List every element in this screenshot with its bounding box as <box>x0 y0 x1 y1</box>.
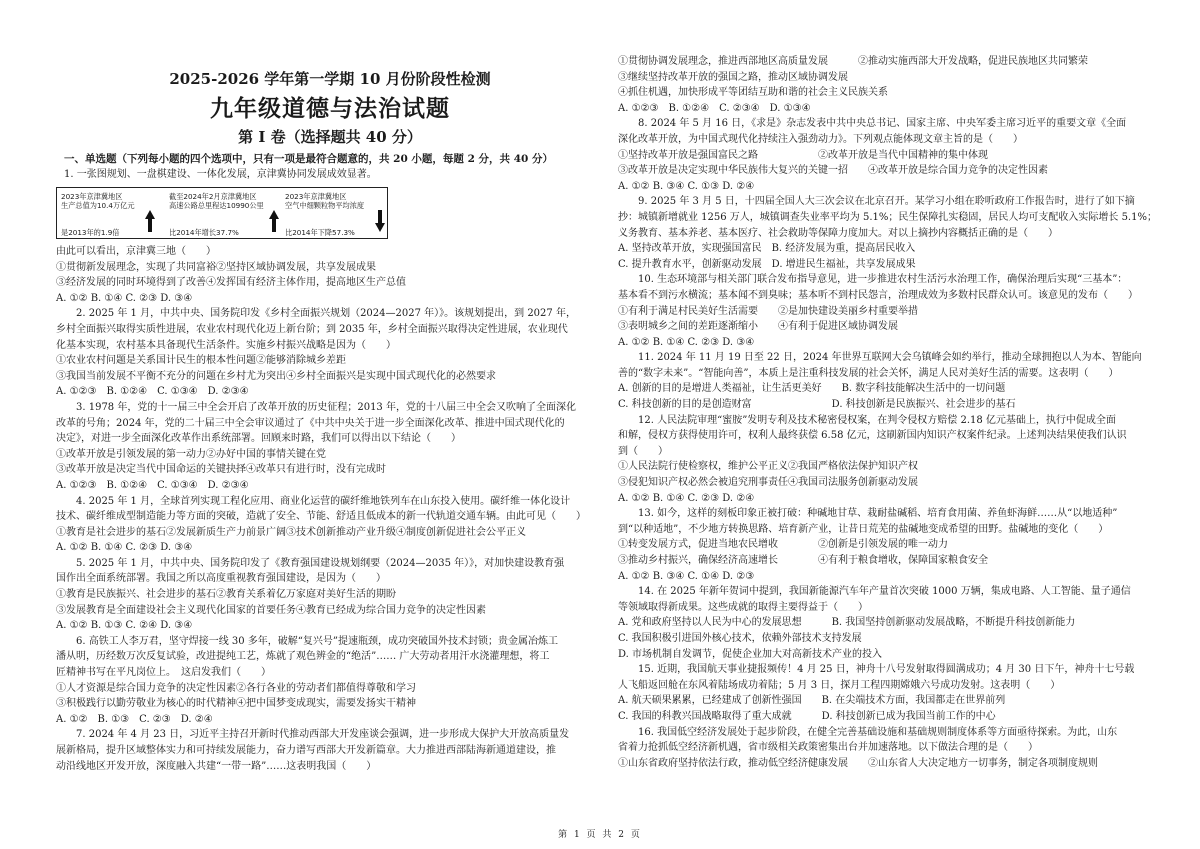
exam-title: 2025-2026 学年第一学期 10 月份阶段性检测 <box>169 70 491 88</box>
text-line: A. ①②③ B. ①②④ C. ①③④ D. ②③④ <box>56 479 249 491</box>
text-line: ①转变发展方式，促进当地农民增收 ②创新是引领发展的唯一动力 <box>618 539 948 551</box>
text-line: 展新格局，提升区域整体实力和可持续发展能力，奋力谱写西部大开发新篇章。大力推进西部陆海新通道建设，推 <box>56 745 556 756</box>
text-line: 9. 2025 年 3 月 5 日，十四届全国人大三次会议在北京召开。某学习小组在聆听政府工作报告时，进行了如下摘 <box>618 196 1135 208</box>
text-line: A. 党和政府坚持以人民为中心的发展思想 B. 我国坚持创新驱动发展战略，不断提升科技创新能力 <box>618 617 1076 629</box>
text-line: ④抓住机遇，加快形成平等团结互助和谐的社会主义民族关系 <box>618 87 888 99</box>
text-line: ①贯彻协调发展理念，推进西部地区高质量发展 ②推动实施西部大开发战略，促进民族地区共同繁荣 <box>618 56 1088 67</box>
section-title: 一、单选题（下列每小题的四个选项中，只有一项是最符合题意的，共 20 小题，每题 2 分，共 40 分） <box>64 153 553 165</box>
figure-cell <box>61 192 169 237</box>
text-line: A. ①② B. ①③ C. ②④ D. ③④ <box>56 620 193 632</box>
figure-cell-text <box>61 192 169 210</box>
arrow-down-icon <box>375 210 385 232</box>
text-line: A. ①②③ B. ①②④ C. ②③④ D. ①③④ <box>618 102 811 114</box>
text-line: A. 创新的目的是增进人类福祉，让生活更美好 B. 数字科技能解决生活中的一切问题 <box>618 383 1006 395</box>
text-line: ①贯彻新发展理念，实现了共同富裕②坚持区域协调发展，共享发展成果 <box>56 261 376 273</box>
statistics-figure <box>56 187 388 239</box>
text-line: A. ①② B. ①④ C. ②③ D. ②④ <box>618 492 755 504</box>
text-line: ③表明城乡之间的差距逐渐缩小 ④有利于促进区域协调发展 <box>618 321 898 333</box>
text-line: A. ①② B. ①④ C. ②③ D. ③④ <box>618 336 755 348</box>
text-line: ③经济发展的同时环境得到了改善④发挥国有经济主体作用，提高地区生产总值 <box>56 277 406 289</box>
text-line: 7. 2024 年 4 月 23 日，习近平主持召开新时代推动西部大开发座谈会强调，进一步形成大保护大开放高质量发 <box>56 729 570 741</box>
arrow-up-icon <box>145 210 155 232</box>
text-line: 决定》，对进一步全面深化改革作出系统部署。回顾来时路，我们可以得出以下结论（ ） <box>56 433 461 445</box>
text-line: ③改革开放是决定实现中华民族伟大复兴的关键一招 ④改革开放是综合国力竞争的决定性因素 <box>618 165 1048 177</box>
left-question-text <box>56 244 604 774</box>
text-line: A. 坚持改革开放，实现强国富民 B. 经济发展为重，提高居民收入 <box>618 243 916 255</box>
text-line: C. 我国的科教兴国战略取得了重大成就 D. 科技创新已成为我国当前工作的中心 <box>618 710 996 722</box>
figure-cell-caption: 比2014年增长37.7% <box>169 228 239 237</box>
text-line: 匠精神书写在平凡岗位上。 这启发我们（ ） <box>56 667 271 679</box>
text-line: ③积极践行以勤劳敬业为核心的时代精神④把中国梦变成现实，需要发扬实干精神 <box>56 698 416 710</box>
text-line: 到（ ） <box>618 445 668 457</box>
text-line: ③我国当前发展不平衡不充分的问题在乡村尤为突出④乡村全面振兴是实现中国式现代化的必然要求 <box>56 370 496 382</box>
text-line: ①教育是社会进步的基石②发展新质生产力前景广阔③技术创新推动产业升级④制度创新促进社会公平正义 <box>56 526 526 538</box>
text-line: A. ①② B. ③④ C. ①④ D. ②③ <box>618 570 755 582</box>
text-line: 善的“数字未来”。“智能向善”，本质上是注重科技发展的社会关怀，满足人民对美好生活的需要。这表明（ ） <box>618 367 1119 379</box>
text-line: 由此可以看出，京津冀三地（ ） <box>56 246 216 257</box>
text-line: A. ①② B. ①③ C. ②③ D. ②④ <box>56 713 213 725</box>
figure-cell-text <box>169 192 277 210</box>
text-line: ③发展教育是全面建设社会主义现代化国家的首要任务④教育已经成为综合国力竞争的决定性因素 <box>56 604 486 616</box>
figure-cell-line: 生产总值为10.4万亿元 <box>61 201 135 210</box>
text-line: 动沿线地区开发开放，深度融入共建“一带一路”……这表明我国（ ） <box>56 760 377 772</box>
text-line: 潘从明，历经数万次反复试验，改进提纯工艺，炼就了观色辨金的“绝活”…… 广大劳动者用汗水浇灌理想，将工 <box>56 651 550 663</box>
figure-cell-line: 2023年京津冀地区 <box>61 192 123 201</box>
text-line: 2. 2025 年 1 月，中共中央、国务院印发《乡村全面振兴规划（2024—2027 年）》。该规划提出，到 2027 年， <box>56 308 576 320</box>
text-line: 义务教育、基本养老、基本医疗、社会救助等保障力度加大。对以上摘抄内容概括正确的是（ ） <box>618 227 1058 239</box>
text-line: 抄：城镇新增就业 1256 万人，城镇调查失业率平均为 5.1%；民生保障扎实稳固，居民人均可支配收入实际增长 5.1%； <box>618 211 1157 223</box>
right-question-text <box>618 54 1166 771</box>
text-line: 8. 2024 年 5 月 16 日，《求是》杂志发表中共中央总书记、国家主席、中央军委主席习近平的重要文章《全面 <box>618 118 1127 130</box>
text-line: 10. 生态环境部与相关部门联合发布指导意见，进一步推进农村生活污水治理工作，确保治理后实现“三基本”： <box>618 274 1128 286</box>
text-line: ①人才资源是综合国力竞争的决定性因素②各行各业的劳动者们都值得尊敬和学习 <box>56 682 416 694</box>
text-line: 11. 2024 年 11 月 19 日至 22 日，2024 年世界互联网大会乌镇峰会如约举行，推动全球拥抱以人为本、智能向 <box>618 352 1142 364</box>
text-line: 6. 高铁工人李万君，坚守焊接一线 30 多年，破解“复兴号”提速瓶颈，成功突破国外技术封锁；贵金属冶炼工 <box>56 635 559 647</box>
question-1-stem <box>64 167 604 183</box>
text-line: 等领域取得新成果。这些成就的取得主要得益于（ ） <box>618 601 868 613</box>
text-line: 国作出全面系统部署。我国之所以高度重视教育强国建设，是因为（ ） <box>56 573 386 585</box>
text-line: A. ①② B. ①④ C. ②③ D. ③④ <box>56 542 193 554</box>
text-line: ①改革开放是引领发展的第一动力②办好中国的事情关键在党 <box>56 448 326 460</box>
figure-cell <box>169 192 277 237</box>
figure-cell-line: 空气中细颗粒物平均浓度 <box>285 201 365 210</box>
figure-cell-text <box>285 192 393 210</box>
text-line: ①人民法院行使检察权，维护公平正义②我国严格依法保护知识产权 <box>618 461 918 473</box>
text-line: 16. 我国低空经济发展处于起步阶段，在健全完善基础设施和基础规则制度体系等方面亟待探索。为此，山东 <box>618 726 1118 738</box>
arrow-up-icon <box>269 210 279 232</box>
text-line: C. 科技创新的目的是创造财富 D. 科技创新是民族振兴、社会进步的基石 <box>618 399 1016 411</box>
text-line: 14. 在 2025 年新年贺词中提到，我国新能源汽车年产量首次突破 1000 万辆，集成电路、人工智能、量子通信 <box>618 586 1131 598</box>
subject-title: 九年级道德与法治试题 <box>210 95 450 122</box>
text-line: 4. 2025 年 1 月，全球首列实现工程化应用、商业化运营的碳纤维地铁列车在山东投入使用。碳纤维一体化设计 <box>56 495 571 507</box>
text-line: ③改革开放是决定当代中国命运的关键抉择④改革只有进行时，没有完成时 <box>56 464 386 476</box>
text-line: 13. 如今，这样的刻板印象正被打破：种碱地甘草、栽耐盐碱稻、培育食用菌、养鱼虾海鲜……从“以地适种” <box>618 508 1118 520</box>
part-title: 第 I 卷（选择题共 40 分） <box>238 128 422 146</box>
figure-cell-line: 2023年京津冀地区 <box>285 192 347 201</box>
text-line: 深化改革开放，为中国式现代化持续注入强劲动力》。下列观点能体现文章主旨的是（ ） <box>618 133 1023 145</box>
text-line: 省着力抢抓低空经济新机遇，省市级相关政策密集出台并加速落地。以下做法合理的是（ ） <box>618 742 1038 754</box>
text-line: A. ①②③ B. ①②④ C. ①③④ D. ②③④ <box>56 386 249 398</box>
text-line: ①山东省政府坚持依法行政，推动低空经济健康发展 ②山东省人大决定地方一切事务，制定各项制度规则 <box>618 757 1098 769</box>
figure-cell-caption: 是2013年的1.9倍 <box>61 228 120 237</box>
figure-cell-line: 高速公路总里程达10990公里 <box>169 201 264 210</box>
text-line: ①教育是民族振兴、社会进步的基石②教育关系着亿万家庭对美好生活的期盼 <box>56 589 396 601</box>
text-line: 5. 2025 年 1 月，中共中央、国务院印发了《教育强国建设规划纲要（2024—2035 年）》，对加快建设教育强 <box>56 557 565 569</box>
text-line: A. 航天硕果累累，已经建成了创新性强国 B. 在尖端技术方面，我国都走在世界前列 <box>618 695 1006 707</box>
figure-cell-line: 截至2024年2月京津冀地区 <box>169 192 257 201</box>
text-line: 3. 1978 年，党的十一届三中全会开启了改革开放的历史征程；2013 年，党的十八届三中全会又吹响了全面深化 <box>56 401 576 413</box>
text-line: ③推动乡村振兴，确保经济高速增长 ④有利于粮食增收，保障国家粮食安全 <box>618 555 988 566</box>
text-line: 化基本实现，农村基本具备现代生活条件。实施乡村振兴战略是因为（ ） <box>56 339 396 351</box>
text-line: A. ①② B. ③④ C. ①③ D. ②④ <box>618 180 755 192</box>
text-line: 和解，侵权方获得使用许可，权利人最终获偿 6.58 亿元，这刷新国内知识产权案件纪录。上述判决结果使我们认识 <box>618 430 1127 442</box>
text-line: 改革的号角；2024 年，党的二十届三中全会审议通过了《中共中央关于进一步全面深化改革、推进中国式现代化的 <box>56 417 565 429</box>
text-line: A. ①② B. ①④ C. ②③ D. ③④ <box>56 292 193 304</box>
text-line: 技术、碳纤维成型制造能力等方面的突破，造就了安全、节能、舒适且低成本的新一代轨道交通车辆。由此可见（ ） <box>56 511 586 523</box>
text-line: 15. 近期，我国航天事业捷报频传！4 月 25 日，神舟十八号发射取得圆满成功；4 月 30 日下午，神舟十七号载 <box>618 664 1135 676</box>
text-line: D. 市场机制自发调节，促使企业加大对高新技术产业的投入 <box>618 648 883 660</box>
text-line: ①有利于满足村民美好生活需要 ②是加快建设美丽乡村重要举措 <box>618 305 918 317</box>
text-line: 乡村全面振兴取得实质性进展，农业农村现代化迈上新台阶；到 2035 年，乡村全面振兴取得决定性进展，农业现代 <box>56 323 568 335</box>
text-line: C. 我国积极引进国外核心技术，依赖外部技术支持发展 <box>618 632 862 644</box>
text-line: 1. 一张图规划、一盘棋建设、一体化发展，京津冀协同发展成效显著。 <box>64 169 377 180</box>
text-line: 人飞船返回舱在东风着陆场成功着陆；5 月 3 日，探月工程四期嫦娥六号成功发射。这表明（ ） <box>618 679 1061 691</box>
text-line: ③继续坚持改革开放的强国之路，推动区域协调发展 <box>618 71 848 83</box>
text-line: 基本看不到污水横流；基本闻不到臭味；基本听不到村民怨言，治理成效为多数村民群众认可。该意见的发布（ ） <box>618 289 1138 301</box>
page-footer: 第 1 页 共 2 页 <box>558 830 642 840</box>
text-line: ③侵犯知识产权必然会被追究刑事责任④我国司法服务创新驱动发展 <box>618 477 918 489</box>
text-line: ①农业农村问题是关系国计民生的根本性问题②能够消除城乡差距 <box>56 355 346 367</box>
figure-cell <box>285 192 393 237</box>
text-line: 到“以种适地”，不少地方转换思路、培育新产业，让昔日荒芜的盐碱地变成希望的田野。盐碱地的变化（ ） <box>618 523 1109 535</box>
text-line: 12. 人民法院审理“蜜胺”发明专利及技术秘密侵权案，在判令侵权方赔偿 2.18 亿元基础上，执行中促成全面 <box>618 414 1116 426</box>
text-line: C. 提升教育水平，创新驱动发展 D. 增进民生福祉，共享发展成果 <box>618 258 916 270</box>
text-line: ①坚持改革开放是强国富民之路 ②改革开放是当代中国精神的集中体现 <box>618 149 988 161</box>
figure-cell-caption: 比2014年下降57.3% <box>285 228 355 237</box>
